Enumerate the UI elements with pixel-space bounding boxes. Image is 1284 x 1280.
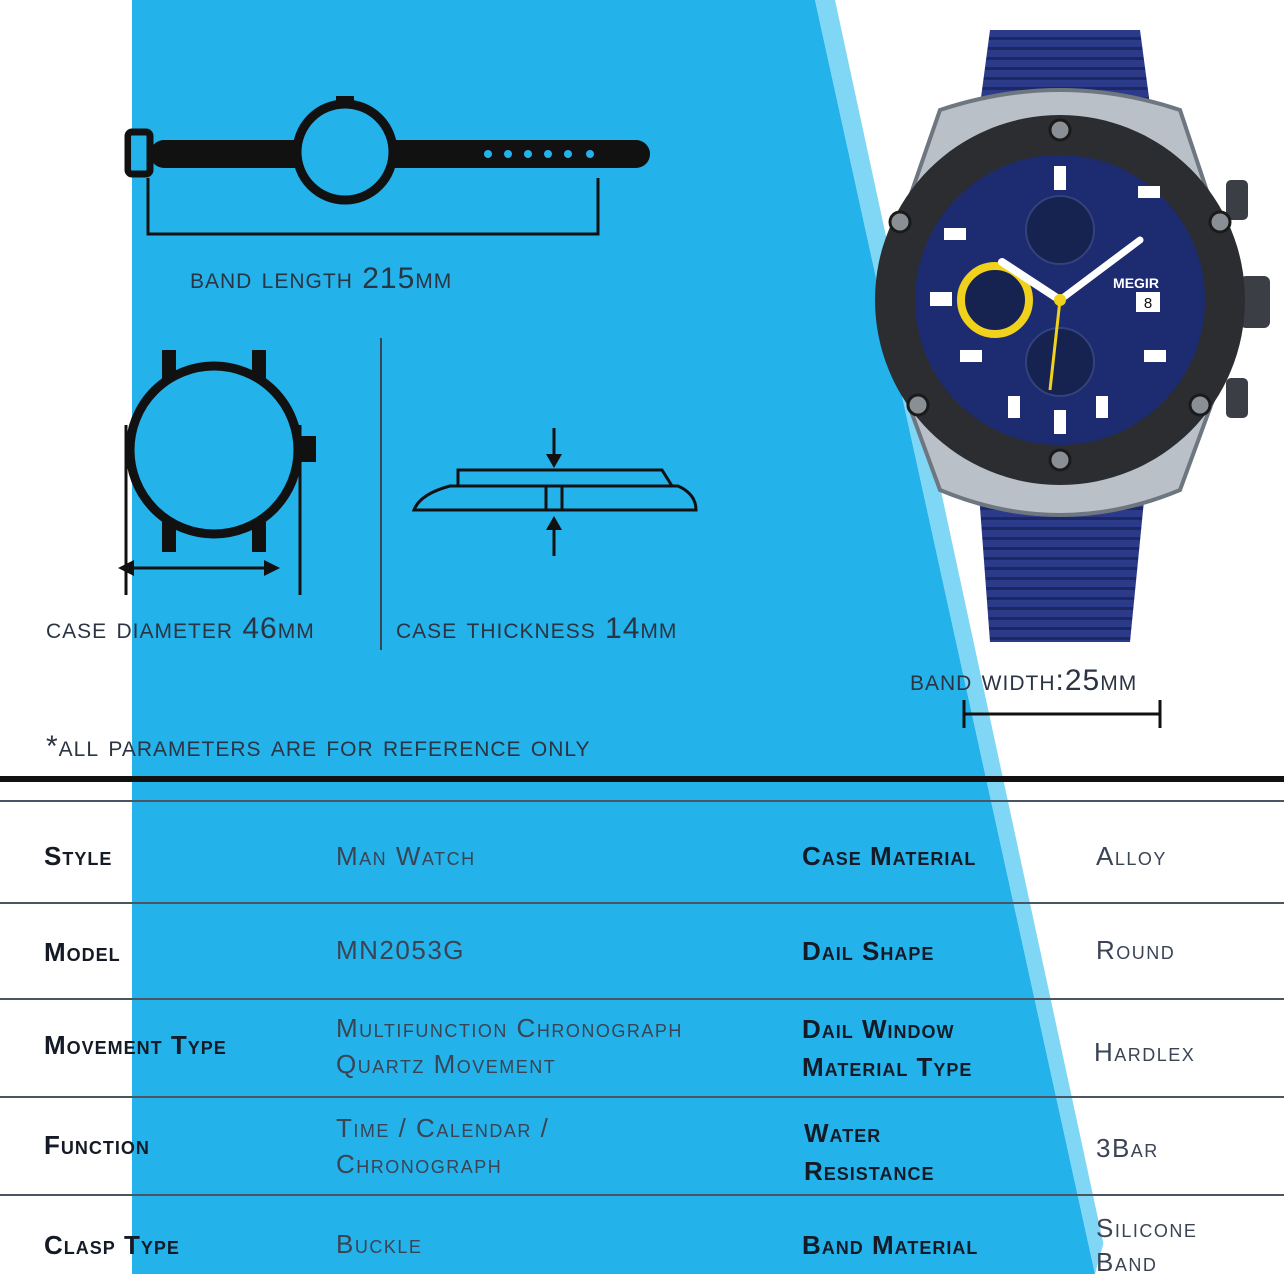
spec-value: MN2053G — [336, 935, 465, 965]
table-top-rule — [0, 776, 1284, 782]
spec-value: 3Bar — [1096, 1133, 1159, 1163]
date-number: 8 — [1143, 295, 1153, 312]
spec-label: Function — [44, 1130, 150, 1160]
table-row — [0, 800, 1284, 902]
spec-label: Style — [44, 841, 113, 871]
case-diameter-caption: case diameter 46mm — [46, 612, 315, 645]
subdial-bottom — [1026, 328, 1094, 396]
spec-label: Material Type — [802, 1052, 973, 1082]
spec-label: Clasp Type — [44, 1230, 180, 1260]
table-row — [0, 998, 1284, 1096]
case-thickness-caption: case thickness 14mm — [396, 612, 678, 645]
spec-value: Time / Calendar / — [336, 1113, 550, 1143]
brand-logo: MEGIR — [1113, 275, 1159, 291]
band-width-caption: band width:25mm — [910, 664, 1138, 697]
spec-label: Case Material — [802, 841, 977, 871]
spec-label: Dail Shape — [802, 936, 935, 966]
spec-value: Quartz Movement — [336, 1049, 557, 1079]
spec-label: Dail Window — [802, 1014, 955, 1044]
table-row — [0, 1194, 1284, 1277]
hand-pivot — [1054, 294, 1066, 306]
spec-value: Band — [1096, 1247, 1158, 1277]
spec-value: Round — [1096, 935, 1176, 965]
band-length-caption: band length 215mm — [190, 262, 453, 295]
spec-value: Chronograph — [336, 1149, 503, 1179]
spec-label: Movement Type — [44, 1030, 227, 1060]
spec-value: Silicone — [1096, 1213, 1198, 1243]
spec-label: Resistance — [804, 1156, 935, 1186]
subdial-top — [1026, 196, 1094, 264]
spec-value: Hardlex — [1094, 1037, 1196, 1067]
spec-label: Model — [44, 937, 121, 967]
table-row — [0, 1096, 1284, 1194]
spec-label: Water — [804, 1118, 882, 1148]
spec-value: Man Watch — [336, 841, 476, 871]
pusher-bottom — [1226, 378, 1248, 418]
reference-note: *all parameters are for reference only — [46, 730, 591, 763]
spec-value: Multifunction Chronograph — [336, 1013, 683, 1043]
table-row — [0, 902, 1284, 998]
spec-label: Band Material — [802, 1230, 979, 1260]
spec-value: Alloy — [1096, 841, 1167, 871]
pusher-top — [1226, 180, 1248, 220]
spec-value: Buckle — [336, 1229, 423, 1259]
